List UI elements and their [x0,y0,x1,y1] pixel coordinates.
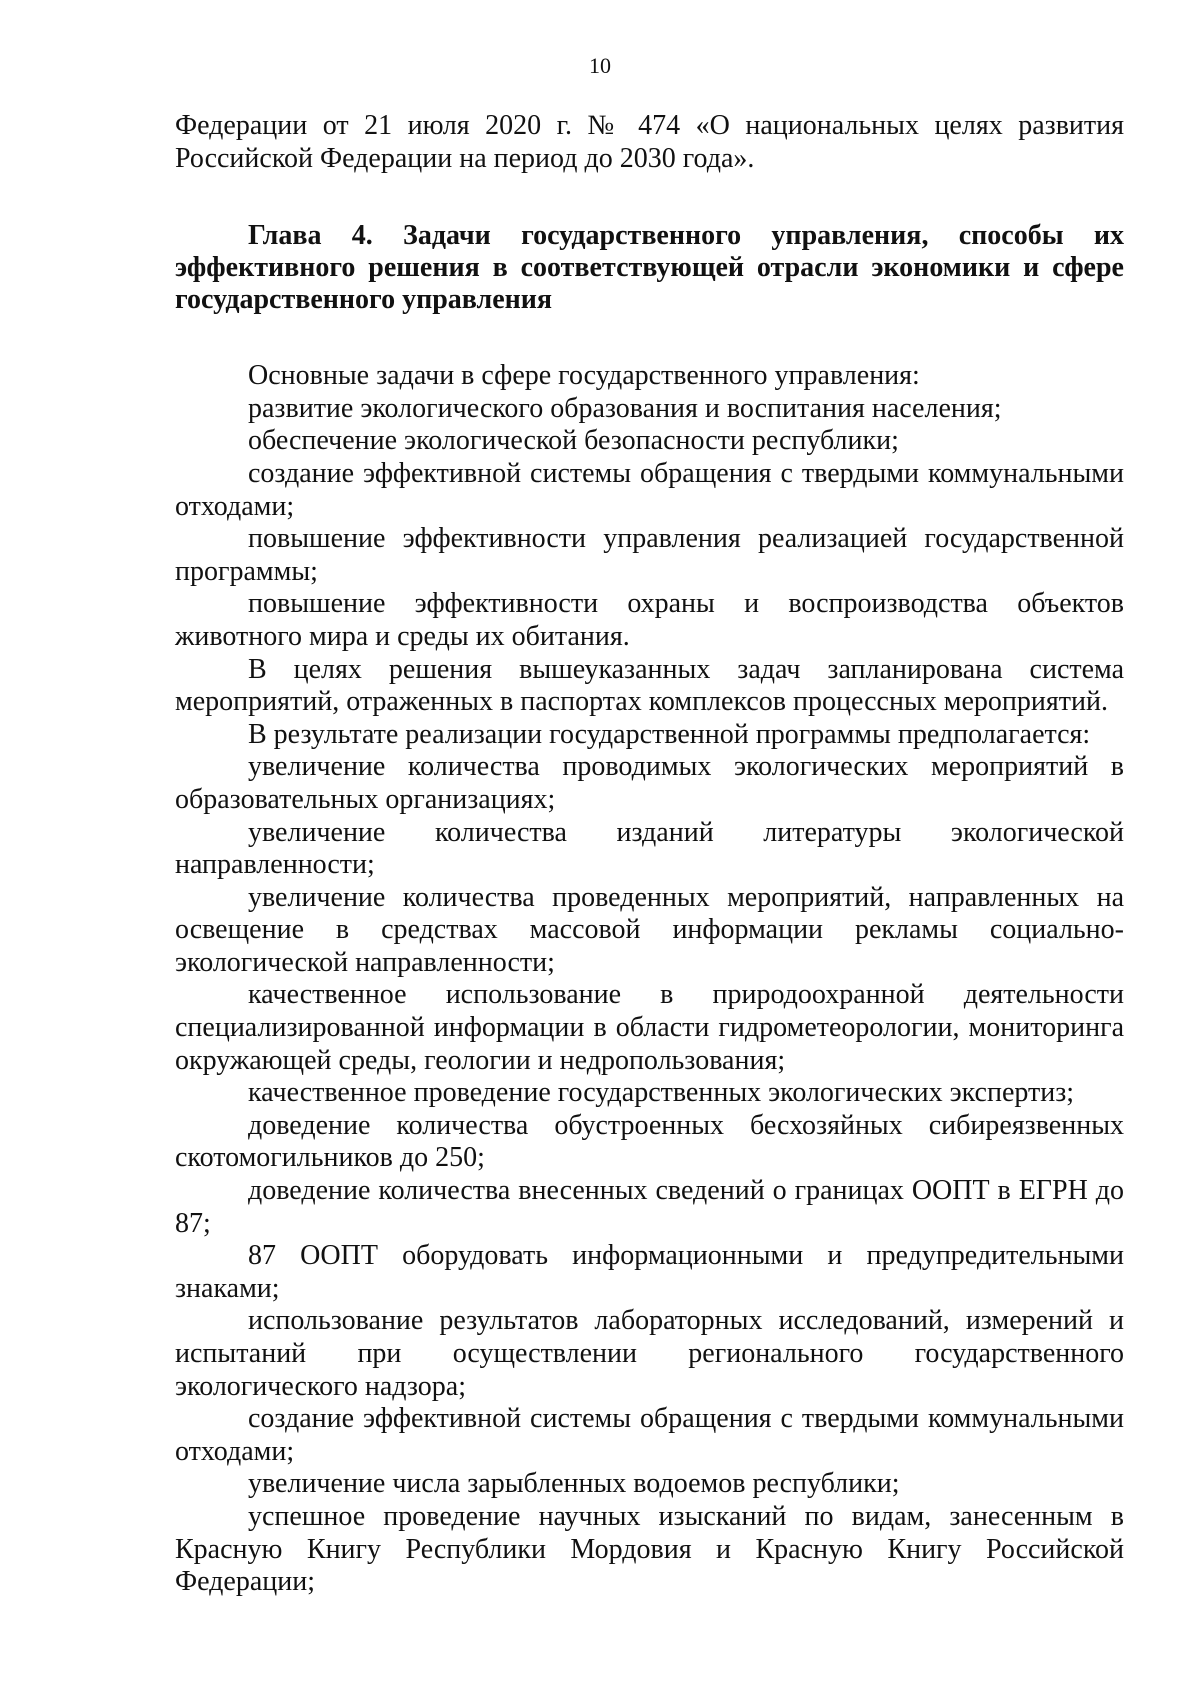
intro-paragraph: Федерации от 21 июля 2020 г. № 474 «О национальных целях развития Российской Федерации на период до 2030 года». [175,110,1124,174]
paragraph-item: развитие экологического образования и воспитания населения; [248,392,1002,424]
paragraph-item: увеличение количества изданий литературы экологической направленности; [175,816,1124,881]
paragraph-tasks-intro: Основные задачи в сфере государственного управления: [248,360,920,392]
chapter-heading: Глава 4. Задачи государственного управления, способы их эффективного решения в соответствующей отрасли экономики и сфере государственного управления [175,220,1124,316]
paragraph-list [175,360,1124,1599]
paragraph-item: качественное использование в природоохранной деятельности специализированной информации в области гидрометеорологии, мониторинга окружающей среды, геологии и недропользования; [175,979,1124,1076]
paragraph-item: доведение количества обустроенных бесхозяйных сибиреязвенных скотомогильников до 250; [175,1109,1124,1174]
paragraph-item: увеличение числа зарыбленных водоемов республики; [248,1468,900,1500]
paragraph-item: обеспечение экологической безопасности республики; [248,425,899,457]
page-number: 10 [589,53,611,78]
paragraph-item: успешное проведение научных изысканий по видам, занесенным в Красную Книгу Республики Мордовия и Красную Книгу Российской Федерации; [175,1500,1124,1598]
paragraph-item: использование результатов лабораторных исследований, измерений и испытаний при осуществлении регионального государственного экологического надзора; [175,1305,1124,1402]
paragraph-item: повышение эффективности охраны и воспроизводства объектов животного мира и среды их обитания. [175,588,1124,652]
paragraph-item: качественное проведение государственных экологических экспертиз; [248,1077,1075,1109]
page-content [175,110,1124,1599]
paragraph-item: доведение количества внесенных сведений о границах ООПТ в ЕГРН до 87; [175,1175,1124,1239]
paragraph-item: увеличение количества проведенных мероприятий, направленных на освещение в средствах массовой информации рекламы социально-экологической направленности; [175,881,1124,978]
paragraph-item: создание эффективной системы обращения с твердыми коммунальными отходами; [175,457,1124,522]
paragraph-item: создание эффективной системы обращения с твердыми коммунальными отходами; [175,1403,1124,1467]
paragraph-results-intro: В результате реализации государственной программы предполагается: [248,718,1091,750]
paragraph-item: повышение эффективности управления реализацией государственной программы; [175,523,1124,587]
paragraph-item: 87 ООПТ оборудовать информационными и предупредительными знаками; [175,1240,1124,1304]
paragraph-item: увеличение количества проводимых экологических мероприятий в образовательных организациях; [175,751,1124,815]
paragraph-measures: В целях решения вышеуказанных задач запланирована система мероприятий, отраженных в паспортах комплексов процессных мероприятий. [175,653,1124,718]
